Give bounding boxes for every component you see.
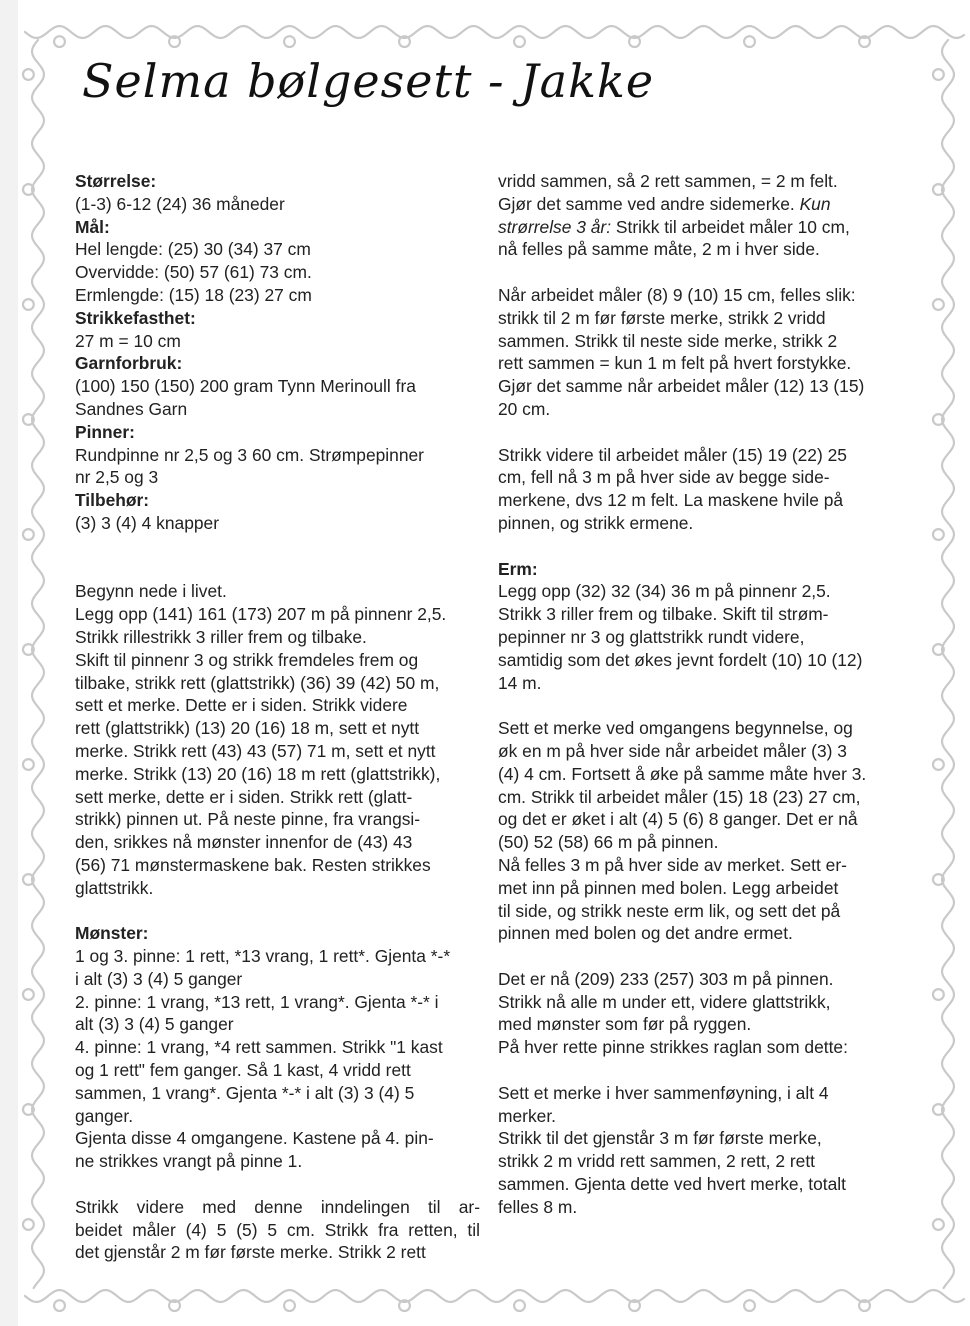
body-line: rett sammen = kun 1 m felt på hvert forstykke.	[498, 353, 852, 374]
instruction-line: rett (glattstrikk) (13) 20 (16) 18 m, sett et nytt	[75, 718, 420, 739]
instruction-line: Strikk rillestrikk 3 riller frem og tilbake.	[75, 626, 367, 647]
body-line: Når arbeidet måler (8) 9 (10) 15 cm, felles slik:	[498, 284, 856, 305]
spec-measure-value: Ermlengde: (15) 18 (23) 27 cm	[75, 284, 312, 305]
pattern-line: alt (3) 3 (4) 5 ganger	[75, 1014, 234, 1035]
body-line: strikk til 2 m før første merke, strikk 2 vridd	[498, 307, 826, 328]
page-title: Selma bølgesett - Jakke	[82, 54, 655, 108]
sleeve-line: pepinner nr 3 og glattstrikk rundt videre,	[498, 626, 805, 647]
continue-line: Strikk videre med denne inndelingen til ar-	[75, 1196, 480, 1217]
body-line: På hver rette pinne strikkes raglan som dette:	[498, 1037, 848, 1058]
body-line: (50) 52 (58) 66 m på pinnen.	[498, 832, 719, 853]
italic-note: Kun	[799, 193, 831, 214]
spec-measure-value: Hel lengde: (25) 30 (34) 37 cm	[75, 239, 311, 260]
instruction-line: merke. Strikk (13) 20 (16) 18 m rett (glattstrikk),	[75, 763, 441, 784]
continue-line: det gjenstår 2 m før første merke. Strikk 2 rett	[75, 1242, 426, 1263]
right-column	[498, 170, 908, 1219]
pattern-line: ne strikkes vrangt på pinne 1.	[75, 1151, 303, 1172]
body-line: Sett et merke ved omgangens begynnelse, og	[498, 718, 853, 739]
spec-yarn-value: (100) 150 (150) 200 gram Tynn Merinoull fra	[75, 376, 416, 397]
instruction-line: den, srikkes nå mønster innenfor de (43) 43	[75, 832, 413, 853]
body-line: Sett et merke i hver sammenføyning, i alt 4	[498, 1082, 829, 1103]
body-line: øk en m på hver side når arbeidet måler (3) 3	[498, 740, 847, 761]
body-line: cm. Strikk til arbeidet måler (15) 18 (23) 27 cm,	[498, 786, 861, 807]
instruction-line: sett et merke. Dette er i siden. Strikk videre	[75, 695, 408, 716]
instruction-line: Skift til pinnenr 3 og strikk fremdeles frem og	[75, 649, 419, 670]
pattern-line: Gjenta disse 4 omgangene. Kastene på 4. pin-	[75, 1128, 434, 1149]
left-column	[75, 170, 480, 1264]
body-line: pinnen med bolen og det andre ermet.	[498, 923, 793, 944]
spec-gauge-label: Strikkefasthet:	[75, 307, 196, 328]
body-line: merkene, dvs 12 m felt. La maskene hvile på	[498, 490, 844, 511]
spec-yarn-label: Garnforbruk:	[75, 353, 183, 374]
spec-needles-label: Pinner:	[75, 421, 135, 442]
pattern-line: sammen, 1 vrang*. Gjenta *-* i alt (3) 3 (4) 5	[75, 1082, 415, 1103]
body-line: Det er nå (209) 233 (257) 303 m på pinnen.	[498, 968, 834, 989]
body-line: Strikk nå alle m under ett, videre glattstrikk,	[498, 991, 831, 1012]
spec-measure-label: Mål:	[75, 216, 110, 237]
instruction-line: Begynn nede i livet.	[75, 581, 227, 602]
pattern-line: 2. pinne: 1 vrang, *13 rett, 1 vrang*. Gjenta *-* i	[75, 991, 439, 1012]
body-line: med mønster som før på ryggen.	[498, 1014, 752, 1035]
pattern-line: og 1 rett" fem ganger. Så 1 kast, 4 vridd rett	[75, 1060, 411, 1081]
body-line: Nå felles 3 m på hver side av merket. Sett er-	[498, 854, 847, 875]
body-line: Strikk videre til arbeidet måler (15) 19 (22) 25	[498, 444, 847, 465]
pattern-label: Mønster:	[75, 923, 149, 944]
spec-needles-value: Rundpinne nr 2,5 og 3 60 cm. Strømpepinner	[75, 444, 424, 465]
spec-notions-value: (3) 3 (4) 4 knapper	[75, 512, 220, 533]
body-line: met inn på pinnen med bolen. Legg arbeidet	[498, 877, 839, 898]
body-line: Gjør det samme når arbeidet måler (12) 13 (15)	[498, 376, 865, 397]
instruction-line: merke. Strikk rett (43) 43 (57) 71 m, sett et nytt	[75, 740, 436, 761]
sleeve-line: 14 m.	[498, 672, 542, 693]
body-line: til side, og strikk neste erm lik, og sett det på	[498, 900, 841, 921]
body-line: sammen. Gjenta dette ved hvert merke, totalt	[498, 1174, 846, 1195]
body-line: pinnen, og strikk ermene.	[498, 512, 694, 533]
pattern-line: 1 og 3. pinne: 1 rett, *13 vrang, 1 rett*. Gjenta *-*	[75, 946, 451, 967]
sleeve-label: Erm:	[498, 558, 538, 579]
pattern-line: i alt (3) 3 (4) 5 ganger	[75, 968, 243, 989]
pattern-line: ganger.	[75, 1105, 134, 1126]
spec-gauge-value: 27 m = 10 cm	[75, 330, 181, 351]
italic-note: strørrelse 3 år:	[498, 216, 612, 237]
body-text: Strikk til arbeidet måler 10 cm,	[615, 216, 850, 237]
spec-needles-value: nr 2,5 og 3	[75, 467, 159, 488]
body-line: nå felles på samme måte, 2 m i hver side.	[498, 239, 820, 260]
body-line: vridd sammen, så 2 rett sammen, = 2 m felt.	[498, 171, 838, 191]
body-line: 20 cm.	[498, 398, 551, 419]
body-line: og det er øket i alt (4) 5 (6) 8 ganger. Det er nå	[498, 809, 858, 830]
body-line: strikk 2 m vridd rett sammen, 2 rett, 2 rett	[498, 1151, 815, 1172]
pattern-line: 4. pinne: 1 vrang, *4 rett sammen. Strikk "1 kast	[75, 1037, 443, 1058]
instruction-line: Legg opp (141) 161 (173) 207 m på pinnenr 2,5.	[75, 604, 447, 625]
spec-measure-value: Overvidde: (50) 57 (61) 73 cm.	[75, 262, 312, 283]
body-line: felles 8 m.	[498, 1196, 578, 1217]
spec-yarn-value: Sandnes Garn	[75, 398, 188, 419]
body-line: Strikk til det gjenstår 3 m før første merke,	[498, 1128, 822, 1149]
spec-size-value: (1-3) 6-12 (24) 36 måneder	[75, 193, 285, 214]
instruction-line: sett merke, dette er i siden. Strikk rett (glatt-	[75, 786, 413, 807]
spec-notions-label: Tilbehør:	[75, 490, 150, 511]
instruction-line: (56) 71 mønstermaskene bak. Resten strikkes	[75, 854, 431, 875]
sleeve-line: Strikk 3 riller frem og tilbake. Skift til strøm-	[498, 604, 829, 625]
body-line: sammen. Strikk til neste side merke, strikk 2	[498, 330, 838, 351]
sleeve-line: samtidig som det økes jevnt fordelt (10) 10 (12)	[498, 649, 863, 670]
body-line-mixed	[498, 193, 908, 216]
spec-size-label: Størrelse:	[75, 171, 157, 191]
body-line: merker.	[498, 1105, 556, 1126]
instruction-line: glattstrikk.	[75, 877, 154, 898]
continue-line: beidet måler (4) 5 (5) 5 cm. Strikk fra retten, til	[75, 1219, 480, 1240]
instruction-line: tilbake, strikk rett (glattstrikk) (36) 39 (42) 50 m,	[75, 672, 440, 693]
body-line: (4) 4 cm. Fortsett å øke på samme måte hver 3.	[498, 763, 867, 784]
instruction-line: strikk) pinnen ut. På neste pinne, fra vrangsi-	[75, 809, 421, 830]
body-line: cm, fell nå 3 m på hver side av begge side-	[498, 467, 830, 488]
sleeve-line: Legg opp (32) 32 (34) 36 m på pinnenr 2,5.	[498, 581, 831, 602]
body-line-mixed	[498, 216, 908, 239]
body-text: Gjør det samme ved andre sidemerke.	[498, 193, 795, 214]
